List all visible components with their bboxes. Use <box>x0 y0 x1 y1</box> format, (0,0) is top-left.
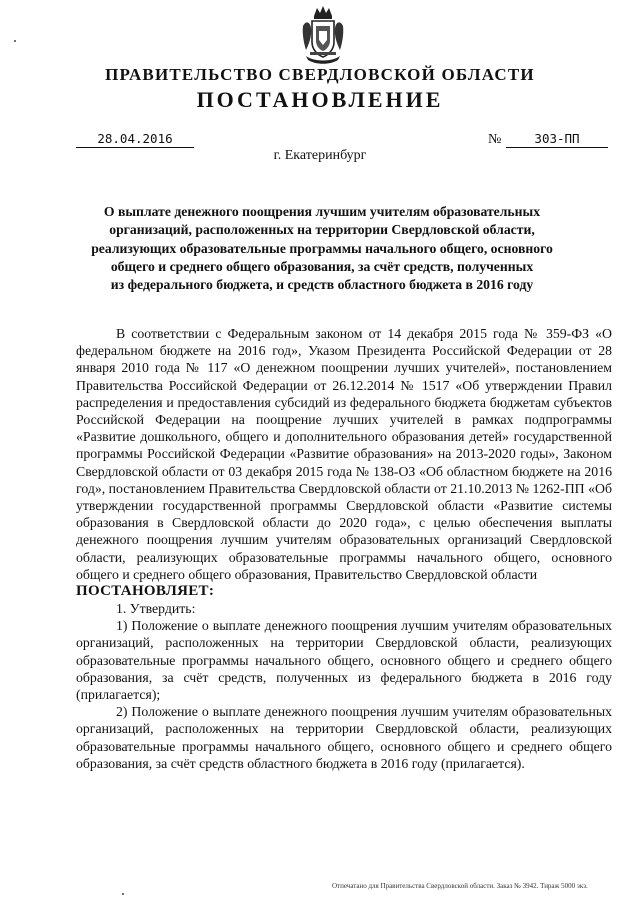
print-note: Отпечатано для Правительства Свердловской области. Заказ № 3942. Тираж 5000 экз. <box>332 882 588 890</box>
item-1: 1. Утвердить: <box>116 601 196 617</box>
heading-line: из федерального бюджета, и средств областного бюджета в 2016 году <box>110 277 534 293</box>
number-label: № <box>488 132 502 147</box>
decree-word: ПОСТАНОВЛЯЕТ: <box>76 583 215 600</box>
document-type: ПОСТАНОВЛЕНИЕ <box>196 87 444 112</box>
document-body <box>76 325 612 772</box>
item-1-1: 1) Положение о выплате денежного поощрения лучшим учителям образовательных организаций, расположенных на территории Свердловской области, реализующих образовательные программы начального общего, основного общего и среднего общего образования, за счёт средств, полученных из федерального бюджета в 2016 году (прилагается); <box>76 618 612 703</box>
heading-line: реализующих образовательные программы начального общего, основного <box>91 240 553 256</box>
scan-speck <box>122 893 124 895</box>
city: г. Екатеринбург <box>273 148 367 163</box>
preamble-paragraph: В соответствии с Федеральным законом от 14 декабря 2015 года № 359-ФЗ «О федеральном бюджете на 2016 год», Указом Президента Российской Федерации от 28 января 2010 года № 117 «О денежном поощрении лучших учителей», постановлением Правительства Российской Федерации от 26.12.2014 № 1517 «Об утверждении Правил распределения и предоставления субсидий из федерального бюджета бюджетам субъектов Российской Федерации на поощрение лучших учителей в рамках подпрограммы «Развитие дошкольного, общего и дополнительного образования детей» государственной программы Российской Федерации «Развитие образования» на 2013-2020 годы», Законом Свердловской области от 03 декабря 2015 года № 138-ОЗ «Об областном бюджете на 2016 год», постановлением Правительства Свердловской области от 21.10.2013 № 1262-ПП «Об утверждении государственной программы Свердловской области «Развитие системы образования в Свердловской области до 2020 года», с целью обеспечения выплаты денежного поощрения лучшим учителям образовательных организаций Свердловской области, реализующих образовательные программы начального общего, основного общего и среднего общего образования, Правительство Свердловской области <box>76 326 612 582</box>
heading-line: организаций, расположенных на территории Свердловской области, <box>109 222 535 238</box>
coat-of-arms-emblem <box>300 4 346 66</box>
heading-line: О выплате денежного поощрения лучшим учителям образовательных <box>103 204 541 219</box>
document-heading <box>72 203 572 294</box>
heading-line: общего и среднего общего образования, за счёт средств, полученных <box>110 258 534 274</box>
organization-title: ПРАВИТЕЛЬСТВО СВЕРДЛОВСКОЙ ОБЛАСТИ <box>105 65 535 84</box>
document-date: 28.04.2016 <box>76 131 194 148</box>
scan-speck <box>14 40 16 42</box>
document-number: 303-ПП <box>506 131 608 148</box>
item-1-2: 2) Положение о выплате денежного поощрения лучшим учителям образовательных организаций, расположенных на территории Свердловской области, реализующих образовательные программы начального общего, основного общего и среднего общего образования, за счёт средств областного бюджета в 2016 году (прилагается). <box>76 704 612 771</box>
